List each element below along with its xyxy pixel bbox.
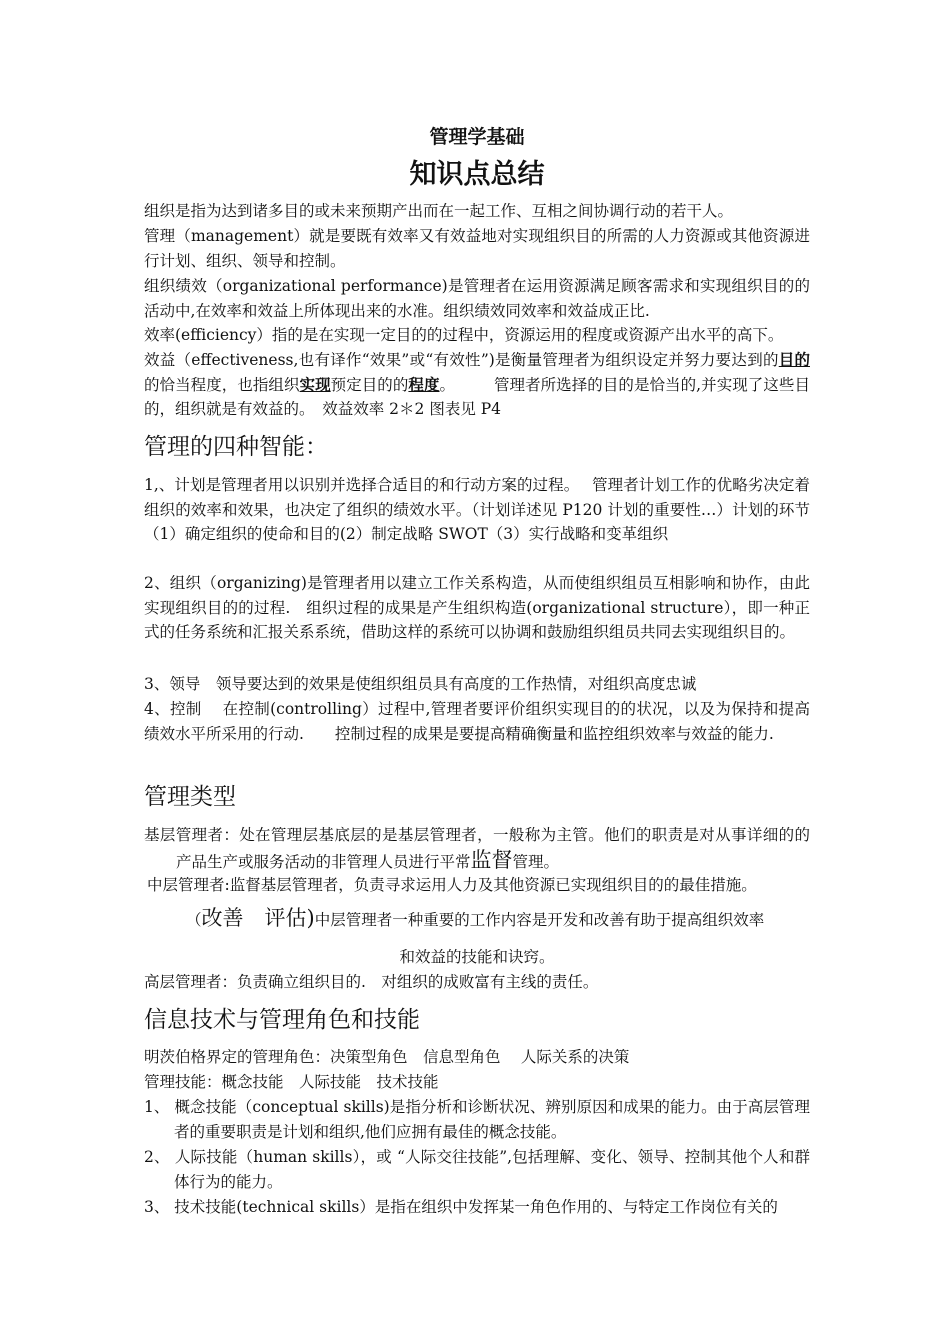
middle-managers-detail <box>144 906 810 933</box>
document-title: 管理学基础 <box>429 126 525 148</box>
function-leading: 3、领导 领导要达到的效果是使组织组员具有高度的工作热情，对组织高度忠诚 <box>144 675 697 693</box>
middle-detail-paren: （ <box>186 911 202 929</box>
first-line-text-b: 管理。 <box>512 852 560 871</box>
first-line-text-a: 基层管理者：处在管理层基底层的是基层管理者，一般称为主管。他们的职责是对从事详细的的产品生产或服务活动的非管理人员进行平常 <box>144 826 810 871</box>
effectiveness-definition <box>144 348 810 422</box>
management-definition: 管理（management）就是要既有效率又有效益地对实现组织目的所需的人力资源或其他资源进行计划、组织、领导和控制。 <box>144 227 810 270</box>
middle-detail-improve-evaluate: 改善 评估) <box>201 906 315 930</box>
effectiveness-text-c: 预定目的的 <box>330 375 409 394</box>
middle-managers-detail-cont: 和效益的技能和诀窍。 <box>399 948 555 966</box>
org-definition: 组织是指为达到诸多目的或未来预期产出而在一起工作、互相之间协调行动的若干人。 <box>144 202 734 220</box>
underlined-goal: 目的 <box>778 350 810 369</box>
skill-human: 2、 人际技能（human skills），或 “人际交往技能”,包括理解、变化、领导、控制其他个人和群体行为的能力。 <box>144 1148 810 1191</box>
top-managers: 高层管理者：负责确立组织目的. 对组织的成败富有主线的责任。 <box>144 973 599 991</box>
function-planning: 1,、计划是管理者用以识别并选择合适目的和行动方案的过程。 管理者计划工作的优略劣决定着组织的效率和效果，也决定了组织的绩效水平。（计划详述见 P120 计划的重要性…）计划的环节（1）确定组织的使命和目的(2）制定战略 SWOT（3）实行战略和变革组织 <box>144 476 811 543</box>
effectiveness-text-b: 的恰当程度，也指组织 <box>144 375 300 394</box>
mintzberg-roles: 明茨伯格界定的管理角色：决策型角色 信息型角色 人际关系的决策 <box>144 1048 630 1066</box>
section-heading-four-functions: 管理的四种智能： <box>144 434 328 460</box>
effectiveness-text-d: 。 管理者所选择的目的是恰当的,并实现了这些目的，组织就是有效益的。 效益效率 2＊2 图表见 P4 <box>144 375 810 418</box>
management-skills: 管理技能：概念技能 人际技能 技术技能 <box>144 1073 439 1091</box>
skill-conceptual: 1、 概念技能（conceptual skills)是指分析和诊断状况、辨别原因和成果的能力。由于高层管理者的重要职责是计划和组织,他们应拥有最佳的概念技能。 <box>144 1098 810 1141</box>
section-heading-it-roles-skills: 信息技术与管理角色和技能 <box>144 1007 420 1033</box>
document-subtitle: 知识点总结 <box>409 159 545 190</box>
effectiveness-text-a: 效益（effectiveness,也有译作“效果”或“有效性”)是衡量管理者为组织设定并努力要达到的 <box>144 351 779 369</box>
section-heading-management-types: 管理类型 <box>144 784 236 810</box>
first-line-managers <box>144 823 810 874</box>
middle-detail-text: 中层管理者一种重要的工作内容是开发和改善有助于提高组织效率 <box>314 911 765 929</box>
efficiency-definition: 效率(efficiency）指的是在实现一定目的的过程中，资源运用的程度或资源产出水平的高下。 <box>144 326 784 344</box>
performance-definition: 组织绩效（organizational performance)是管理者在运用资源满足顾客需求和实现组织目的的活动中,在效率和效益上所体现出来的水准。组织绩效同效率和效益成正比. <box>144 277 810 320</box>
skill-technical: 3、 技术技能(technical skills）是指在组织中发挥某一角色作用的、与特定工作岗位有关的 <box>144 1198 778 1216</box>
first-line-supervise: 监督 <box>470 847 513 872</box>
function-controlling: 4、控制 在控制(controlling）过程中,管理者要评价组织实现目的的状况，以及为保持和提高绩效水平所采用的行动. 控制过程的成果是要提高精确衡量和监控组织效率与效益的能力. <box>144 700 810 743</box>
function-organizing: 2、组织（organizing)是管理者用以建立工作关系构造，从而使组织组员互相影响和协作，由此实现组织目的的过程. 组织过程的成果是产生组织构造(organizational structure），即一种正式的任务系统和汇报关系系统，借助这样的系统可以协调和鼓励组织组员共同去实现组织目的。 <box>144 574 810 641</box>
underlined-achieve: 实现 <box>299 374 331 394</box>
underlined-degree: 程度 <box>408 374 440 394</box>
middle-managers: 中层管理者:监督基层管理者，负责寻求运用人力及其他资源已实现组织目的的最佳措施。 <box>147 876 757 894</box>
